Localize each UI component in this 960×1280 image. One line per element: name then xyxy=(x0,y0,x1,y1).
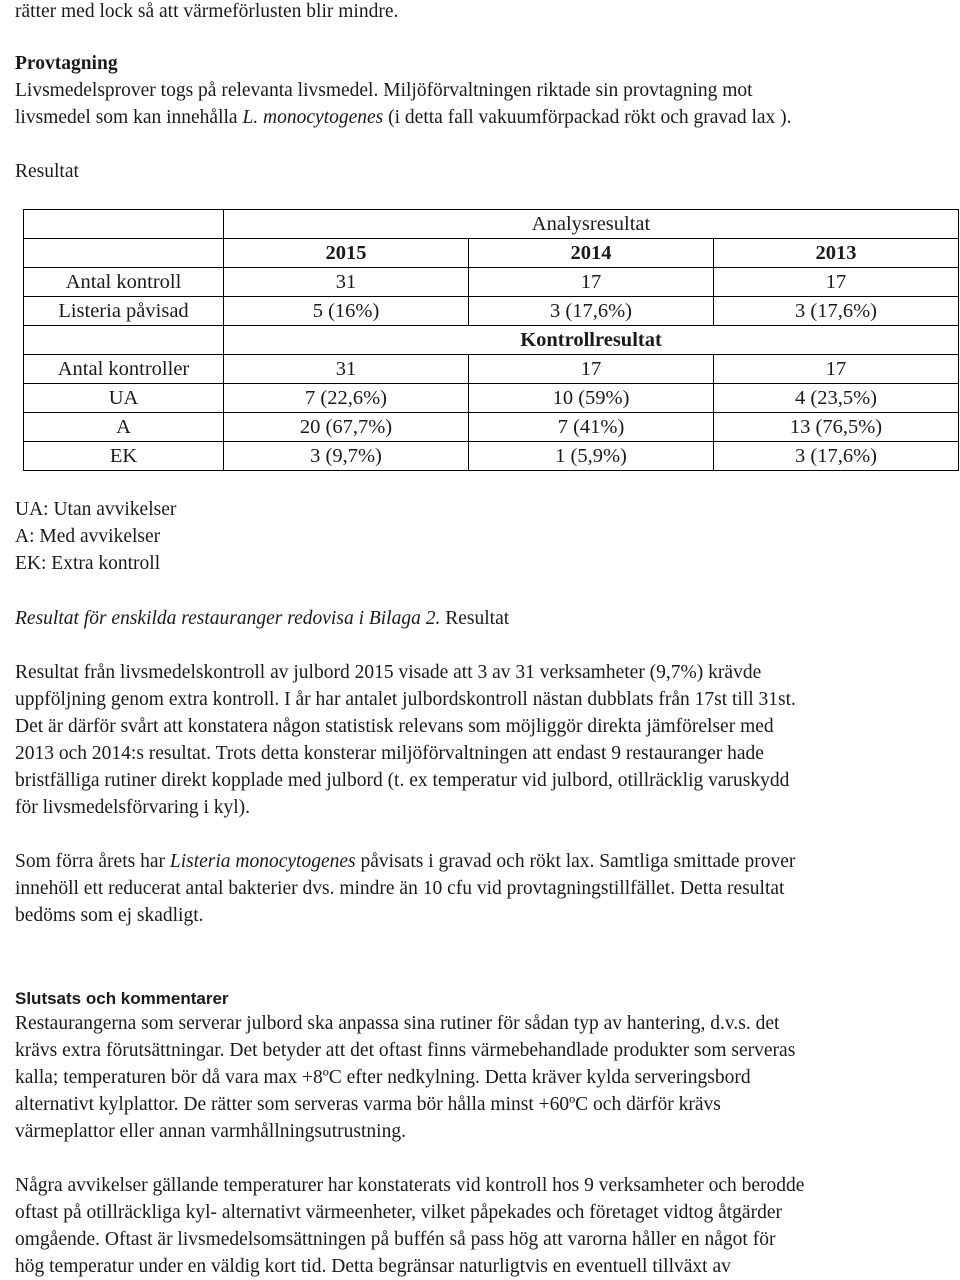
result-paragraph xyxy=(15,659,796,821)
table-cell: 3 (17,6%) xyxy=(714,442,959,471)
table-cell: 17 xyxy=(469,355,714,384)
row-label: Antal kontroll xyxy=(24,268,224,297)
table-cell: 7 (41%) xyxy=(469,413,714,442)
table-cell: 17 xyxy=(714,268,959,297)
row-label: Listeria påvisad xyxy=(24,297,224,326)
provtagning-line-2-pre: livsmedel som kan innehålla xyxy=(15,107,243,128)
results-table xyxy=(23,209,959,471)
paragraph-line: Restaurangerna som serverar julbord ska anpassa sina rutiner för sådan typ av hantering, d.v.s. det xyxy=(15,1013,780,1034)
legend-ua: UA: Utan avvikelser xyxy=(15,499,177,520)
provtagning-heading: Provtagning xyxy=(15,53,118,74)
table-row xyxy=(24,268,959,297)
slutsats-paragraph-1 xyxy=(15,1010,795,1145)
row-label: UA xyxy=(24,384,224,413)
paragraph-line: kalla; temperaturen bör då vara max +8ºC efter nedkylning. Detta kräver kylda serveringsbord xyxy=(15,1067,751,1088)
bilaga-plain: Resultat xyxy=(440,608,510,629)
paragraph-line: värmeplattor eller annan varmhållningsutrustning. xyxy=(15,1121,406,1142)
row-label: EK xyxy=(24,442,224,471)
table-cell: 3 (17,6%) xyxy=(714,297,959,326)
paragraph-line: bristfälliga rutiner direkt kopplade med julbord (t. ex temperatur vid julbord, otillräcklig varuskydd xyxy=(15,770,790,791)
row-label: Antal kontroller xyxy=(24,355,224,384)
resultat-heading: Resultat xyxy=(15,161,79,182)
table-cell: 31 xyxy=(224,355,469,384)
year-row xyxy=(24,239,959,268)
bilaga-note xyxy=(15,605,509,632)
table-header-row xyxy=(24,210,959,239)
table-cell: 1 (5,9%) xyxy=(469,442,714,471)
paragraph-line: hög temperatur under en väldig kort tid. Detta begränsar naturligtvis en eventuell tillväxt av xyxy=(15,1256,731,1277)
blank-cell xyxy=(24,239,224,268)
paragraph-line: bedöms som ej skadligt. xyxy=(15,905,204,926)
table-cell: 20 (67,7%) xyxy=(224,413,469,442)
legend-a: A: Med avvikelser xyxy=(15,526,161,547)
paragraph-line: alternativt kylplattor. De rätter som serveras varma bör hålla minst +60ºC och därför krävs xyxy=(15,1094,721,1115)
provtagning-line-2 xyxy=(15,104,792,131)
blank-cell xyxy=(24,210,224,239)
paragraph-line xyxy=(15,848,795,875)
table-cell: 31 xyxy=(224,268,469,297)
blank-cell xyxy=(24,326,224,355)
listeria-organism: Listeria monocytogenes xyxy=(169,851,356,872)
provtagning-line-2-post: (i detta fall vakuumförpackad rökt och gravad lax ). xyxy=(383,107,792,128)
bilaga-italic: Resultat för enskilda restauranger redovisa i Bilaga 2. xyxy=(15,608,441,629)
provtagning-line-1: Livsmedelsprover togs på relevanta livsmedel. Miljöförvaltningen riktade sin provtagning mot xyxy=(15,80,753,101)
table-row xyxy=(24,413,959,442)
row-label: A xyxy=(24,413,224,442)
paragraph-line: innehöll ett reducerat antal bakterier dvs. mindre än 10 cfu vid provtagningstillfället. Detta resultat xyxy=(15,878,785,899)
paragraph-line: för livsmedelsförvaring i kyl). xyxy=(15,797,251,818)
paragraph-line: 2013 och 2014:s resultat. Trots detta konsterar miljöförvaltningen att endast 9 restauranger hade xyxy=(15,743,764,764)
listeria-paragraph xyxy=(15,848,795,929)
paragraph-line: Resultat från livsmedelskontroll av julbord 2015 visade att 3 av 31 verksamheter (9,7%) krävde xyxy=(15,662,762,683)
paragraph-line: oftast på otillräckliga kyl- alternativt värmeenheter, vilket påpekades och företaget vidtog åtgärder xyxy=(15,1202,782,1223)
slutsats-heading: Slutsats och kommentarer xyxy=(15,989,229,1008)
table-cell: 7 (22,6%) xyxy=(224,384,469,413)
listeria-line-pre: Som förra årets har xyxy=(15,851,170,872)
year-cell: 2013 xyxy=(714,239,959,268)
table-row xyxy=(24,442,959,471)
paragraph-line: Några avvikelser gällande temperaturer har konstaterats vid kontroll hos 9 verksamheter och berodde xyxy=(15,1175,805,1196)
slutsats-paragraph-2 xyxy=(15,1172,804,1280)
intro-fragment: rätter med lock så att värmeförlusten blir mindre. xyxy=(15,1,399,22)
paragraph-line: uppföljning genom extra kontroll. I år har antalet julbordskontroll nästan dubblats från 17st till 31st. xyxy=(15,689,796,710)
table-cell: 17 xyxy=(714,355,959,384)
table-cell: 17 xyxy=(469,268,714,297)
table-row xyxy=(24,355,959,384)
paragraph-line: Det är därför svårt att konstatera någon statistisk relevans som möjliggör direkta jämförelser med xyxy=(15,716,774,737)
table-cell: 4 (23,5%) xyxy=(714,384,959,413)
organism-name: L. monocytogenes xyxy=(242,107,384,128)
table-row xyxy=(24,297,959,326)
kontrollresultat-header: Kontrollresultat xyxy=(224,326,959,355)
table-cell: 3 (9,7%) xyxy=(224,442,469,471)
table-cell: 13 (76,5%) xyxy=(714,413,959,442)
year-cell: 2014 xyxy=(469,239,714,268)
table-cell: 3 (17,6%) xyxy=(469,297,714,326)
paragraph-line: krävs extra förutsättningar. Det betyder att det oftast finns värmebehandlade produkter som serveras xyxy=(15,1040,796,1061)
analysresultat-header: Analysresultat xyxy=(224,210,959,239)
kontroll-header-row xyxy=(24,326,959,355)
year-cell: 2015 xyxy=(224,239,469,268)
legend-ek: EK: Extra kontroll xyxy=(15,553,161,574)
table-cell: 10 (59%) xyxy=(469,384,714,413)
listeria-line-post: påvisats i gravad och rökt lax. Samtliga smittade prover xyxy=(355,851,796,872)
table-cell: 5 (16%) xyxy=(224,297,469,326)
paragraph-line: omgående. Oftast är livsmedelsomsättningen på buffén så pass hög att varorna håller en något för xyxy=(15,1229,776,1250)
table-row xyxy=(24,384,959,413)
